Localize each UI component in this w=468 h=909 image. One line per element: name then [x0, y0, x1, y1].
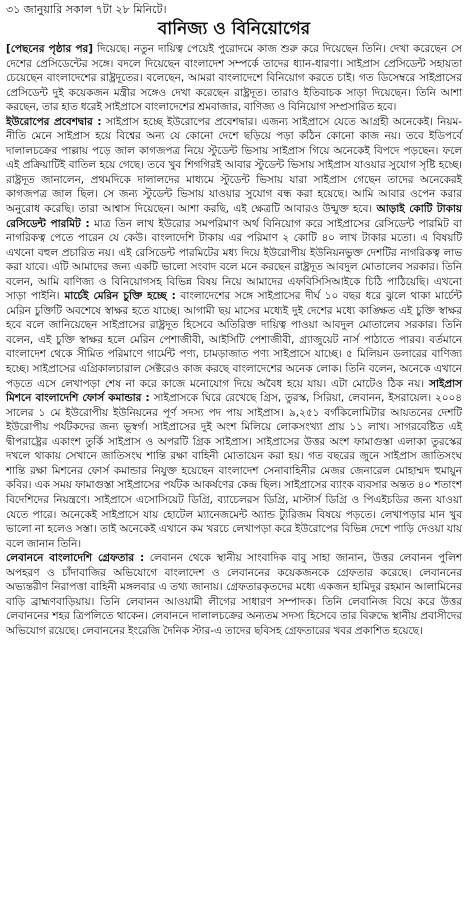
article-paragraph	[6, 115, 462, 551]
paragraph-text: লেবানন থেকে স্থানীয় সাংবাদিক বাবু সাহা জানান, উত্তর লেবানন পুলিশ অপহরণ ও চাঁদাবাজির অভিযোগে বাংলাদেশ ও লেবাননের কয়েকজনকে গ্রেফতার করেছে। লেবাননের অভ্যন্তরীণ নিরাপত্তা বাহিনী মঙ্গলবার এ তথ্য জানায়। গ্রেফতারকৃতদের মধ্যে একজন হামিদুর রহমান আলামিনের বাড়ি ব্রাহ্মণবাড়িয়ায়। তিনি লেবানন আওয়ামী লীগের সাধারণ সম্পাদক। তিনি লেবানিজ বিয়ে করে উত্তর লেবাননের শহর ত্রিপলিতে থাকেন। লেবাননে দালালচক্রের অন্যতম সদস্য হিসেবে তার বিরুদ্ধে স্থানীয় প্রবাসীদের অভিযোগ রয়েছে। লেবাননের ইংরেজি দৈনিক স্টার-এ তাদের ছবিসহ গ্রেফতারের খবর প্রকাশিত হয়েছে।	[6, 552, 462, 637]
article-headline: বানিজ্য ও বিনিয়োগের	[157, 19, 311, 39]
section-subheading: আড়াই কোটি টাকায় রেসিডেন্ট পারমিট :	[6, 203, 462, 230]
article-paragraph	[6, 551, 462, 638]
paragraph-text: দিয়েছে। নতুন দায়িত্ব পেয়েই পুরোদমে কাজ শুরু করে দিয়েছেন তিনি। দেখা করেছেন সে দেশের প্রেসিডেন্টের সঙ্গে। বদলে দিয়েছেন বাংলাদেশ সম্পর্কে তাদের ধ্যান-ধারণা। সাইপ্রাস প্রেসিডেন্ট সহায়তা চেয়েছেন বাংলাদেশের রাষ্ট্রদূতের। বলেছেন, আমরা বাংলাদেশে বিনিয়োগ করতে চাই। গত ডিসেম্বরে সাইপ্রাসের প্রেসিডেন্ট দুই কয়েকজন মন্ত্রীর সঙ্গেও দেখা করেছেন রাষ্ট্রদূত। তারাও ইতিবাচক সাড়া দিয়েছেন। তিনি আশা করছেন, তার হাত ধরেই সাইপ্রাসে বাংলাদেশের শ্রমবাজার, বাণিজ্য ও বিনিয়োগ সম্প্রসারিত হবে।	[6, 43, 462, 114]
section-subheading: লেবাননে বাংলাদেশি গ্রেফতার :	[6, 552, 145, 565]
paragraph-text: বাংলাদেশের সঙ্গে সাইপ্রাসের দীর্ঘ ১০ বছর ধরে ঝুলে থাকা মার্চেন্ট মেরিন চুক্তিটি অবশেষে স্বাক্ষর হতে যাচ্ছে। আগামী ছয় মাসের মধ্যেই দুই দেশের মধ্যে কাঙ্ক্ষিত এই চুক্তি স্বাক্ষর হবে বলে জানিয়েছেন সাইপ্রাসের রাষ্ট্রদূত হিসেবে অতিরিক্ত দায়িত্ব পাওয়া আবদুল মোতালেব সরকার। তিনি বলেন, এই চুক্তি স্বাক্ষর হলে মেরিন পেশাজীবী, আইসিটি পেশাজীবী, গ্র্যাজুয়েট নার্স পাঠাতে পারব। বর্তমানে বাংলাদেশ থেকে সীমিত পরিমাণে গার্মেন্ট পণ্য, চামড়াজাত পণ্য সাইপ্রাসে যাচ্ছে। ৫ মিলিয়ন ডলারের বাণিজ্য হচ্ছে। সাইপ্রাসের এগ্রিকালচারাল সেক্টরেও কাজ করছে বাংলাদেশের অনেক লোক। তিনি বলেন, অনেকে এখানে পড়তে এসে লেখাপড়া শেষ না করে কাজে মনোযোগ দিয়ে অবৈধ হয়ে যায়। এটা মোটেও ঠিক নয়।	[6, 290, 462, 390]
section-subheading: [পেছনের পৃষ্ঠার পর]	[6, 43, 94, 55]
paragraph-text: সাইপ্রাসকে ঘিরে রেখেছে গ্রিস, তুরস্ক, সিরিয়া, লেবানন, ইসরায়েল। ২০০৪ সালের ১ মে ইউরোপীয় ইউনিয়নের পূর্ণ সদস্য পদ পায় সাইপ্রাস। ৯,২৫১ বর্গকিলোমিটার আয়তনের দেশটি ইউরোপীয় পর্যটকদের জন্য ভূস্বর্গ। সাইপ্রাসের দুই অংশ মিলিয়ে লোকসংখ্যা প্রায় ১১ লাখ। সাগরবেষ্টিত এই দ্বীপরাষ্ট্রের একাংশ তুর্কি সাইপ্রাস ও অপরটি গ্রিক সাইপ্রাস। সাইপ্রাসের উত্তর অংশ ফামাগুস্তা এলাকা তুরস্কের দখলে থাকায় সেখানে জাতিসংঘ শান্তি রক্ষা বাহিনী মোতায়েন করা হয়। গত বছরের জুনে সাইপ্রাস জাতিসংঘ শান্তি রক্ষা মিশনের ফোর্স কমান্ডার নিযুক্ত হয়েছেন বাংলাদেশ সেনাবাহিনীর মেজর জেনারেল মোহাম্মদ হুমায়ুন কবির। এক সময় ফামাগুস্তা সাইপ্রাসের পর্যটক আকর্ষণের কেন্দ্র ছিল। সাইপ্রাসের ব্যাংক ব্যবসার অন্তত ৪০ শতাংশ বিদেশিদের নিয়ন্ত্রণে। সাইপ্রাসে এসোসিয়েট ডিগ্রি, ব্যাচেলরস ডিগ্রি, মাস্টার্স ডিগ্রি ও পিএইচডির জন্য যাওয়া যেতে পারে। অনেকেই সাইপ্রাসে যায় হোটেল ম্যানেজমেন্ট অ্যান্ড ট্যুরিজম বিষয়ে পড়তে। লেখাপড়ার মান খুব ভালো না হলেও সস্তা। তাই অনেকেই এখানে কম খরচে লেখাপড়া করে ইউরোপের বিভিন্ন দেশে পাড়ি দেওয়া যায় বলে জানান তিনি।	[6, 392, 462, 550]
section-subheading: মার্চেই মেরিন চুক্তি হচ্ছে :	[59, 290, 176, 303]
section-subheading: ইউরোপের প্রবেশদ্বার :	[6, 115, 102, 128]
paragraph-text: সাইপ্রাস হচ্ছে ইউরোপের প্রবেশদ্বার। এজন্য সাইপ্রাসে যেতে আগ্রহী অনেকেই। নিয়ম-নীতি মেনে সাইপ্রাস হয়ে বিশ্বের অন্য যে কোনো দেশে ছড়িয়ে পড়া কঠিন কোনো কাজ নয়। তবে ইডিপর্বে দালালচক্রের পাল্লায় পড়ে জাল কাগজপত্র নিয়ে স্টুডেন্ট ভিসায় সাইপ্রাস গিয়ে অনেকেই বিপদে পড়ছেন। ফলে এই প্রক্রিয়াটিই বাতিল হয়ে গেছে। তবে খুব শিগগিরই আবার স্টুডেন্ট ভিসায় সাইপ্রাস যাওয়ার সুযোগ সৃষ্টি হচ্ছে। রাষ্ট্রদূত জানালেন, প্রথমদিকে দালালদের মাধ্যমে স্টুডেন্ট ভিসায় যারা সাইপ্রাস গেছেন তাদের অনেকেরই কাগজপত্র জাল ছিল। সে জন্য স্টুডেন্ট ভিসায় যাওয়ার সুযোগ বন্ধ করা হয়েছে। আমি আবার ওপেন করার অনুরোধ করেছি। তারা আশ্বাস দিয়েছেন। আশা করছি, এই ক্ষেত্রটি আবারও উন্মুক্ত হবে।	[6, 115, 463, 216]
article-body	[6, 42, 462, 638]
paragraph-text: মাত্র তিন লাখ ইউরোর সমপরিমাণ অর্থ বিনিয়োগ করে সাইপ্রাসের রেসিডেন্ট পারমিট বা নাগরিকত্ব পেতে পারেন যে কেউ। বাংলাদেশি টাকায় এর পরিমাণ ২ কোটি ৪০ লাখ টাকার মতো। এ বিষয়টি এখনো বহুল প্রচারিত নয়। এই রেসিডেন্ট পারমিটের মধ্য দিয়ে ইউরোপীয় ইউনিয়নভুক্ত দেশটির নাগরিকত্ব লাভ করা যাবে। এটি আমাদের জন্য একটি ভালো সংবাদ বলে মনে করছেন রাষ্ট্রদূত আবদুল মোতালেব সরকার। তিনি বলেন, আমি বাণিজ্য ও বিনিয়োগসহ বিভিন্ন বিষয় নিয়ে আমাদের এফবিসিসিআইকে চিঠি পাঠিয়েছি। এখনো সাড়া পাইনি।	[6, 217, 462, 303]
section-subheading: সাইপ্রাস মিশনে বাংলাদেশি ফোর্স কমান্ডার :	[6, 377, 462, 405]
article-dateline: ৩১ জানুয়ারি সকাল ৭টা ২৮ মিনিটে।	[6, 3, 167, 16]
article-paragraph	[6, 42, 462, 115]
